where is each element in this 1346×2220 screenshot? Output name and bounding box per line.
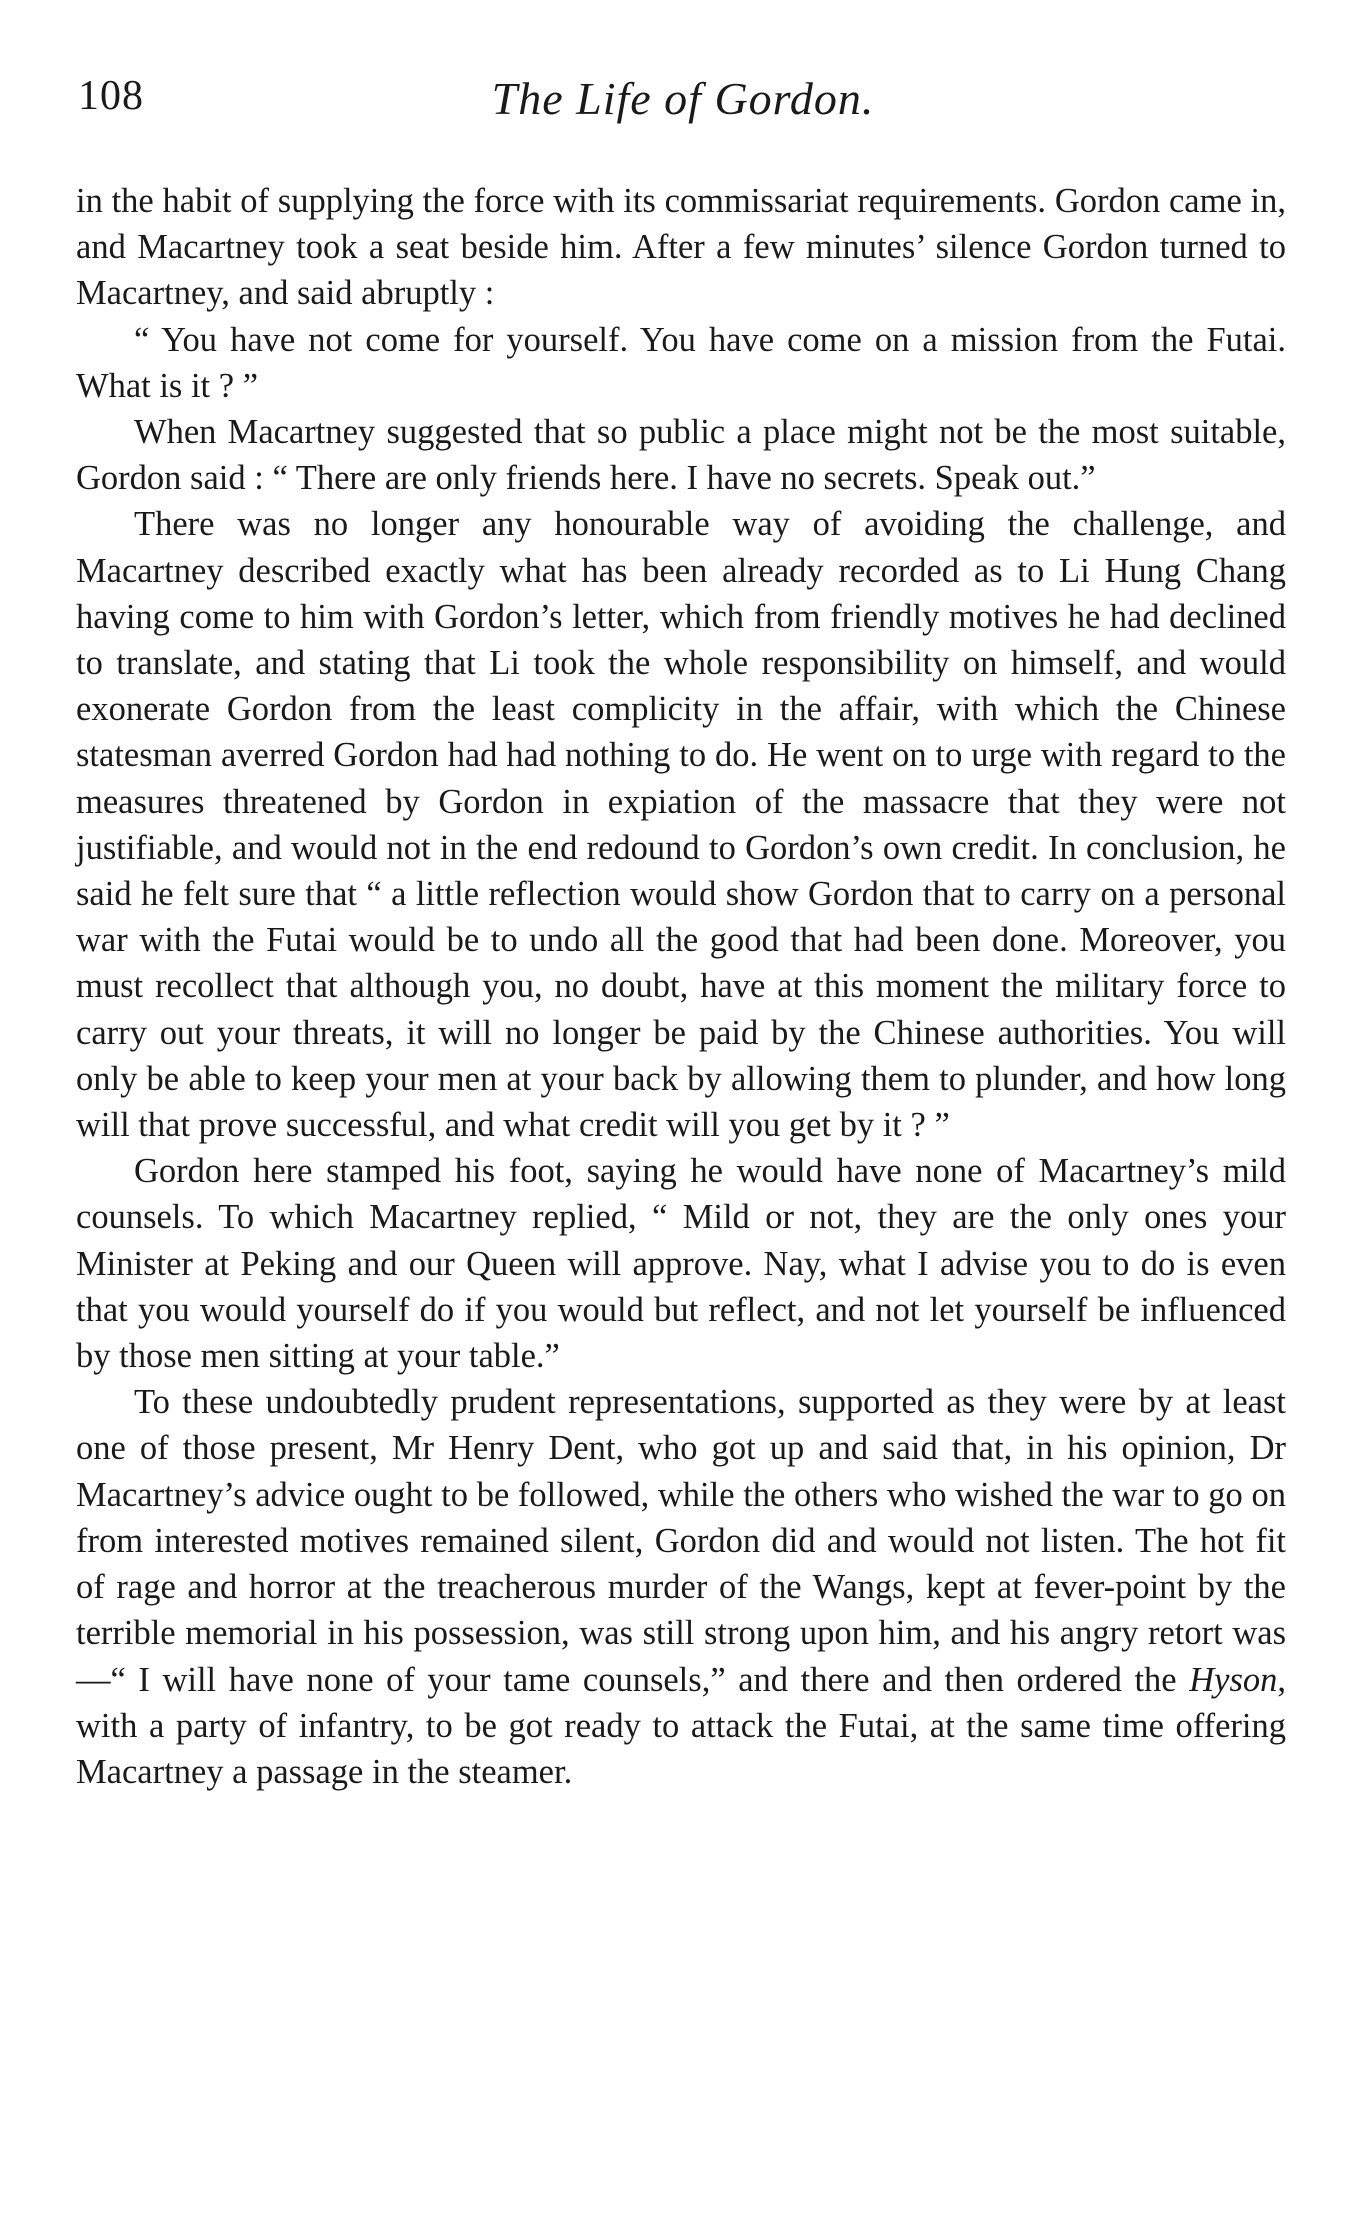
paragraph-representations-end: , with a party of infantry, to be got ready to attack the Futai, at the same time offering Macartney a passage in the steamer. xyxy=(76,1660,1286,1791)
paragraph-challenge: There was no longer any honourable way of avoiding the challenge, and Macartney described exactly what has been already recorded as to Li Hung Chang having come to him with Gordon’s letter, which from friendly motives he had declined to translate, and stating that Li took the whole responsibility on himself, and would exonerate Gordon from the least complicity in the affair, with which the Chinese statesman averred Gordon had had nothing to do. He went on to urge with regard to the measures threatened by Gordon in expiation of the massacre that they were not justifiable, and would not in the end redound to Gordon’s own credit. In conclusion, he said he felt sure that “ a little reflection would show Gordon that to carry on a personal war with the Futai would be to undo all the good that had been done. Moreover, you must recollect that although you, no doubt, have at this moment the military force to carry out your threats, it will no longer be paid by the Chinese authorities. You will only be able to keep your men at your back by allowing them to plunder, and how long will that prove successful, and what credit will you get by it ? ” xyxy=(76,505,1286,1145)
paragraph-macartney-suggestion: When Macartney suggested that so public a place might not be the most suitable, Gordon said : “ There are only friends here. I have no secrets. Speak out.” xyxy=(76,413,1286,498)
paragraph-mild-counsels: Gordon here stamped his foot, saying he would have none of Macartney’s mild counsels. To which Macartney replied, “ Mild or not, they are the only ones your Minister at Peking and our Queen will approve. Nay, what I advise you to do is even that you would yourself do if you would but reflect, and not let yourself be influenced by those men sitting at your table.” xyxy=(76,1152,1286,1376)
running-title: The Life of Gordon. xyxy=(491,73,875,124)
paragraph-representations xyxy=(76,1379,1286,1795)
page-header xyxy=(78,72,1288,142)
page-number: 108 xyxy=(78,73,144,119)
paragraph-representations-start: To these undoubtedly prudent representations, supported as they were by at least one of those present, Mr Henry Dent, who got up and said that, in his opinion, Dr Macartney’s advice ought to be followed, while the others who wished the war to go on from interested motives remained silent, Gordon did and would not listen. The hot fit of rage and horror at the treacherous murder of the Wangs, kept at fever-point by the terrible memorial in his possession, was still strong upon him, and his angry retort was—“ I will have none of your tame counsels,” and there and then ordered the xyxy=(76,1383,1286,1699)
paragraph-gordon-question: “ You have not come for yourself. You have come on a mission from the Futai. What is it ? ” xyxy=(76,320,1286,405)
paragraph-continuation: in the habit of supplying the force with its commissariat requirements. Gordon came in, and Macartney took a seat beside him. After a few minutes’ silence Gordon turned to Macartney, and said abruptly : xyxy=(76,182,1286,313)
body-text xyxy=(76,178,1286,1795)
ship-name-hyson: Hyson xyxy=(1189,1660,1278,1699)
